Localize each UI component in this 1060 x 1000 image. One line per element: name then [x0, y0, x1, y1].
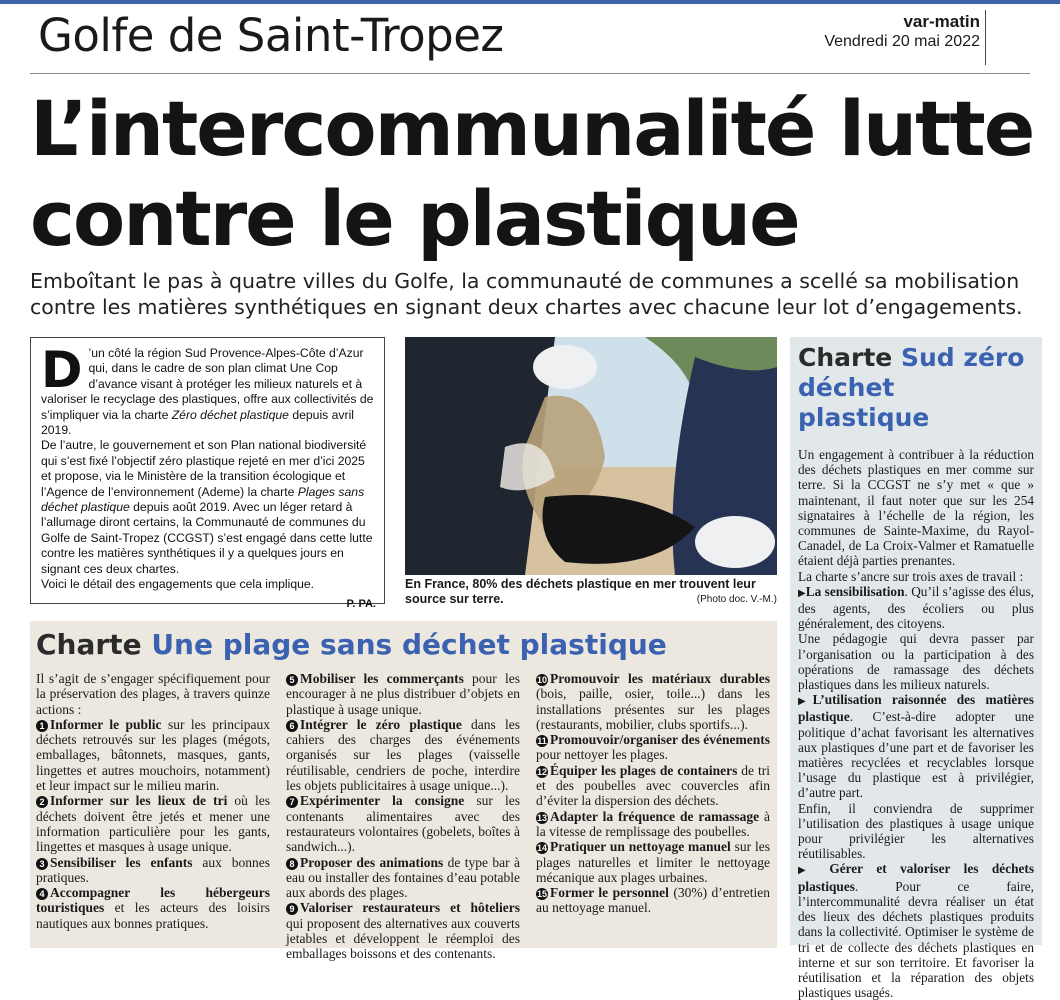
action-title: Former le personnel	[550, 885, 669, 901]
charter-kicker: Charte	[798, 343, 893, 372]
action-text: sur les contenants alimentaires avec des restaurateurs volontaires (gobelets, boîtes à sandwich...).	[286, 793, 521, 855]
charter-paragraph: Une pédagogie qui devra passer par l’organisation ou la participation à des opérations de ramassage des déchets plastiques dans les milieux naturels.	[798, 631, 1034, 693]
axis-title: L’utilisation raisonnée des matières plastique	[798, 692, 1034, 725]
charter-paragraph: Enfin, il conviendra de supprimer l’utilisation des plastiques à usage unique pour privilégier les alternatives réutilisables.	[798, 800, 1034, 862]
action-text: de type bar à eau ou installer des fontaines d’eau potable aux abords des plages.	[286, 854, 521, 901]
action-item	[36, 793, 270, 854]
number-badge: 11	[537, 736, 547, 747]
action-title: Valoriser restaurateurs et hôteliers	[300, 900, 520, 916]
action-text: dans les cahiers des charges des événements organisés sur les plages (vaisselle réutilisable, cendriers de poche, interdire les objets publicitaires à usage unique...).	[286, 716, 520, 794]
action-text: de tri et des poubelles avec couvercles afin d’éviter la dispersion des déchets.	[536, 762, 770, 809]
newspaper-brand: var-matin	[903, 12, 980, 31]
action-title: Mobiliser les commerçants	[300, 671, 464, 686]
charter-paragraph: La charte s’ancre sur trois axes de travail :	[798, 568, 1024, 584]
arrow-right-icon: ▶	[798, 696, 813, 708]
headline: L’intercommunalité lutte contre le plastique	[30, 84, 1034, 263]
action-title: Informer sur les lieux de tri	[50, 793, 228, 809]
beach-cleanup-photo	[405, 337, 777, 575]
masthead-divider	[985, 10, 986, 65]
header-rule	[30, 73, 1030, 74]
axis-title: Gérer et valoriser les déchets plastiques	[798, 861, 1034, 894]
photo-credit: (Photo doc. V.-M.)	[696, 594, 777, 605]
action-title: Intégrer le zéro plastique	[300, 716, 462, 732]
publication-date: Vendredi 20 mai 2022	[824, 33, 980, 50]
drop-cap: D	[41, 341, 83, 399]
number-badge: 7	[286, 796, 298, 808]
action-item	[36, 717, 270, 793]
action-item	[536, 671, 770, 732]
action-text: sur les principaux déchets retrouvés sur les plages (mégots, emballages, bâtonnets, masques, gants, lingettes et autres mouchoirs, notamment) et leur impact sur le milieu marin.	[36, 716, 270, 794]
action-text: (bois, paille, osier, toile...) dans les installations présentes sur les plages (restaurants, mobilier, clubs sportifs...).	[536, 686, 770, 732]
action-text: pour les encourager à ne plus distribuer d’objets en plastique à usage unique.	[286, 671, 520, 717]
arrow-right-icon: ▶	[798, 865, 816, 877]
number-badge: 13	[536, 812, 547, 823]
charter-column-2	[286, 671, 520, 962]
action-text: où les déchets doivent être jetés et mener une information particulière pour les gants, lingettes et masques à usage unique.	[36, 793, 271, 855]
axis-title: La sensibilisation	[805, 583, 905, 599]
arrow-right-icon: ▶	[798, 587, 806, 599]
number-badge: 10	[536, 675, 547, 685]
axis-item	[798, 692, 1034, 800]
action-text: pour nettoyer les plages.	[536, 747, 668, 763]
action-title: Accompagner les hébergeurs touristiques	[36, 885, 270, 916]
section-title: Golfe de Saint-Tropez	[38, 9, 504, 62]
intro-text: De l’autre, le gouvernement et son Plan national biodiversité qui s’est fixé l’objectif zéro plastique rejeté en mer d’ici 2025 et propose, via le Ministère de la transition écologique et l’Agence de l’environnement (Ademe) la charte	[41, 438, 367, 499]
action-title: Sensibiliser les enfants	[50, 854, 193, 870]
number-badge: 15	[536, 889, 547, 900]
action-title: Promouvoir/organiser des événements	[550, 732, 770, 748]
axis-text: . Pour ce faire, l’intercommunalité devra réaliser un état des lieux des déchets plastiques produits dans la collectivité. Optimiser le système de tri et de collecte des déchets plastiques en interne et sur son territoire. Et favoriser la réutilisation et la réparation des objets plastiques usagés.	[798, 878, 1034, 1000]
action-item	[536, 839, 770, 885]
number-badge: 14	[536, 843, 547, 854]
number-badge: 3	[36, 858, 48, 870]
action-item	[286, 855, 520, 901]
photo-caption	[405, 577, 777, 607]
action-text: à la vitesse de remplissage des poubelles.	[536, 808, 770, 839]
action-item	[286, 671, 520, 717]
charter-column-3	[536, 671, 770, 916]
action-item	[36, 885, 270, 931]
intro-charter-name: Plages sans déchet plastique	[41, 484, 365, 515]
action-item	[536, 763, 770, 809]
number-badge: 6	[286, 720, 298, 732]
action-title: Promouvoir les matériaux durables	[550, 671, 770, 686]
number-badge: 1	[36, 720, 48, 732]
photo-illustration	[405, 337, 777, 575]
action-title: Informer le public	[50, 716, 162, 732]
number-badge: 2	[36, 796, 48, 808]
action-title: Proposer des animations	[300, 854, 444, 870]
caption-text: En France, 80% des déchets plastique en mer trouvent leur source sur terre.	[405, 577, 756, 606]
charter-sud-heading	[798, 343, 1034, 433]
standfirst: Emboîtant le pas à quatre villes du Golfe, la communauté de communes a scellé sa mobilisation contre les matières synthétiques en signant deux chartes avec chacune leur lot d’engagements.	[30, 269, 1023, 319]
action-text: sur les plages naturelles et limiter le nettoyage mécanique aux plages urbaines.	[536, 839, 770, 885]
intro-paragraph-2	[41, 438, 372, 575]
intro-text: ’un côté la région Sud Provence-Alpes-Côte d’Azur qui, dans le cadre de son plan climat Une Cop d’avance visant à protéger les milieux naturels et à valoriser le recyclage des plastiques, offre aux collectivités de s’impliquer via la charte	[41, 346, 374, 422]
axis-item	[798, 584, 1034, 632]
intro-box	[30, 337, 385, 610]
action-title: Équiper les plages de containers	[550, 762, 738, 778]
charter-title: Sud zéro déchet plastique	[798, 343, 1025, 432]
action-item	[286, 717, 520, 793]
action-item	[286, 793, 520, 854]
charter-beach-box	[30, 621, 777, 962]
axis-text: . Qu’il s’agisse des élus, des agents, des écoliers ou plus généralement, des citoyens.	[798, 583, 1034, 632]
intro-text: depuis avril 2019.	[41, 407, 354, 438]
charter-kicker: Charte	[36, 628, 142, 661]
intro-paragraph-1	[41, 341, 374, 438]
action-title: Expérimenter la consigne	[300, 793, 465, 809]
action-text: aux bonnes pratiques.	[36, 854, 270, 885]
action-item	[536, 809, 770, 840]
charter-paragraph: Un engagement à contribuer à la réduction des déchets plastiques en mer comme sur terre. Si la CCGST ne s’y met « que » maintenant, il faut noter que sur les 254 signataires à l’échelle de la région, les communes de Sainte-Maxime, du Rayol-Canadel, de La Croix-Valmer et Ramatuelle étaient déjà parties prenantes.	[798, 447, 1034, 569]
axis-item	[798, 861, 1034, 1000]
intro-text: depuis août 2019. Avec un léger retard à l’allumage diront certains, la Communauté de communes du Golfe de Saint-Tropez (CCGST) s’est engagé dans cette lutte contre les matières synthétiques il y a quelques jours en signant ces deux chartes.	[41, 500, 373, 576]
action-item	[286, 900, 520, 961]
action-text: et les acteurs des loisirs nautiques aux bonnes pratiques.	[36, 900, 270, 931]
charter-sud-box	[790, 337, 1042, 1000]
number-badge: 12	[536, 766, 547, 777]
charter-column-1	[36, 671, 270, 931]
action-title: Adapter la fréquence de ramassage	[550, 808, 760, 824]
masthead	[824, 12, 980, 52]
charter-sud-body	[798, 447, 1034, 1000]
action-text: qui proposent des alternatives aux couverts jetables et développent le réemploi des emballages boissons et des contenants.	[286, 915, 520, 962]
intro-paragraph-3: Voici le détail des engagements que cela implique.	[41, 577, 315, 592]
axis-text: . C’est-à-dire adopter une politique d’achat favorisant les alternatives aux plastiques d’une part et de favoriser les matières recyclées et recyclables lorsque l’usage du plastique est à privilégier, d’autre part.	[798, 709, 1034, 801]
charter-beach-heading	[36, 627, 667, 663]
action-text: (30%) d’entretien au nettoyage manuel.	[536, 885, 770, 916]
number-badge: 4	[36, 888, 48, 900]
action-item	[536, 885, 770, 916]
action-title: Pratiquer un nettoyage manuel	[550, 839, 731, 855]
number-badge: 5	[286, 674, 298, 686]
number-badge: 9	[286, 903, 298, 915]
action-item	[36, 855, 270, 886]
author-signature: P. PA.	[346, 597, 376, 610]
top-color-bar	[0, 0, 1060, 4]
action-item	[536, 732, 770, 763]
intro-charter-name: Zéro déchet plastique	[171, 407, 289, 422]
number-badge: 8	[286, 858, 298, 870]
charter-intro: Il s’agit de s’engager spécifiquement pour la préservation des plages, à travers quinze actions :	[36, 671, 270, 717]
charter-title: Une plage sans déchet plastique	[151, 628, 667, 661]
